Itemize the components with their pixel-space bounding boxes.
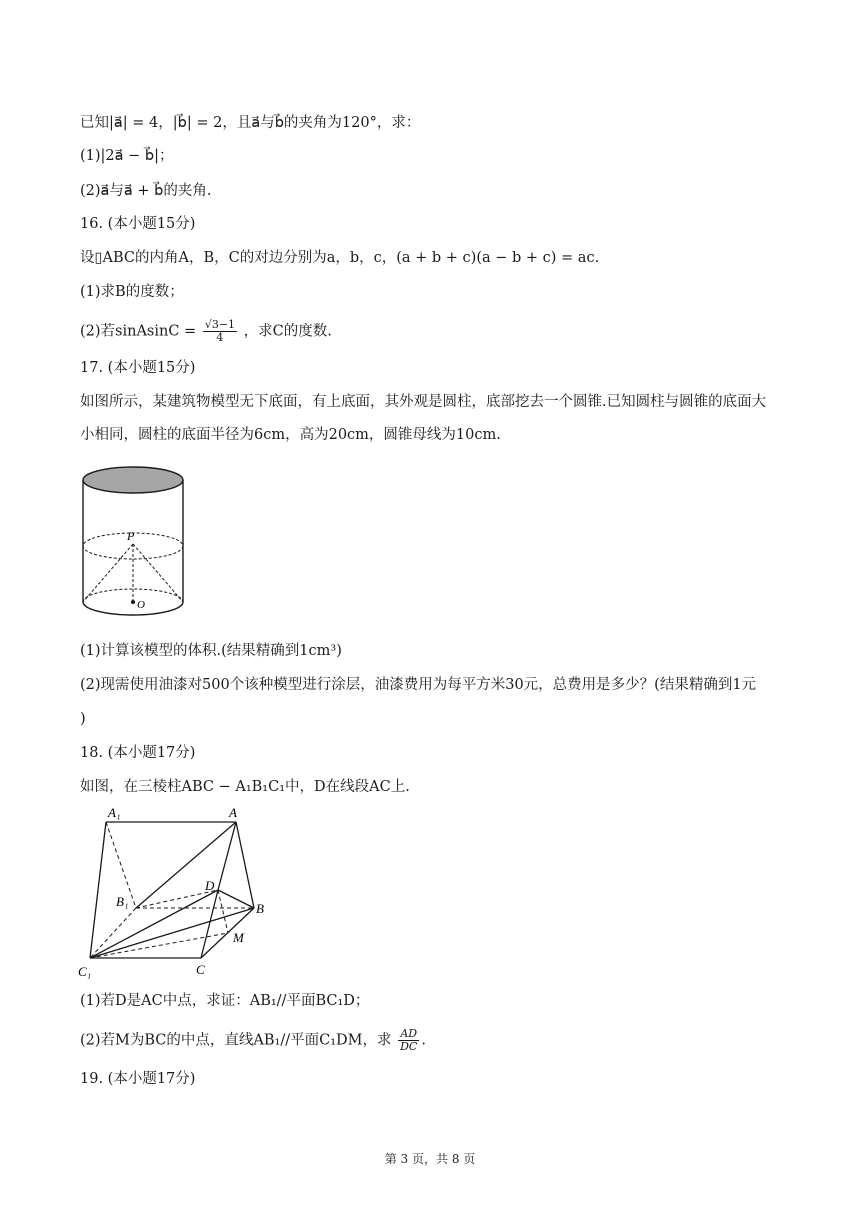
q16-part2-suffix: ，求C的度数. [243, 323, 332, 340]
q18-part2-prefix: (2)若M为BC的中点，直线AB₁//平面C₁DM，求 [80, 1032, 392, 1049]
label-p: P [127, 529, 135, 543]
q16-fraction [203, 319, 237, 344]
label-o: O [137, 599, 145, 611]
label-d: D [205, 878, 215, 893]
q17-part2-line2: ) [80, 711, 86, 727]
label-a: A [229, 805, 237, 820]
q17-part1: (1)计算该模型的体积.(结果精确到1cm³) [80, 643, 342, 659]
q18-part2 [80, 1028, 780, 1053]
q18-fraction-numerator: AD [398, 1028, 419, 1041]
q19-header: 19. (本小题17分) [80, 1071, 196, 1087]
q18-part2-suffix: . [421, 1032, 426, 1049]
q17-header: 17. (本小题15分) [80, 360, 196, 376]
q15-part1: (1)|2a⃗ − b⃗|； [80, 148, 174, 164]
q18-intro: 如图，在三棱柱ABC − A₁B₁C₁中，D在线段AC上. [80, 779, 410, 795]
q16-fraction-numerator: √3−1 [204, 318, 236, 331]
label-a1: A₁ [108, 805, 121, 820]
q16-fraction-denominator: 4 [216, 331, 224, 344]
q18-fraction [398, 1028, 419, 1053]
label-b1: B₁ [116, 894, 129, 909]
q18-header: 18. (本小题17分) [80, 745, 196, 761]
label-m: M [233, 930, 244, 945]
q16-part1: (1)求B的度数； [80, 284, 184, 300]
q17-intro: 如图所示，某建筑物模型无下底面，有上底面，其外观是圆柱，底部挖去一个圆锥.已知圆柱与圆锥的底面大小相同，圆柱的底面半径为6cm，高为20cm，圆锥母线为10cm. [80, 394, 767, 443]
q18-part1: (1)若D是AC中点，求证：AB₁//平面BC₁D； [80, 993, 370, 1009]
q16-part2-prefix: (2)若sinAsinC = [80, 323, 197, 340]
q16-intro: 设▯ABC的内角A，B，C的对边分别为a，b，c，(a + b + c)(a − b + c) = ac. [80, 250, 600, 266]
q15-intro: 已知|a⃗| = 4，|b⃗| = 2，且a⃗与b⃗的夹角为120°，求： [80, 115, 421, 131]
q16-part2 [80, 319, 780, 344]
q18-fraction-denominator: DC [400, 1040, 418, 1053]
q16-header: 16. (本小题15分) [80, 216, 196, 232]
q15-part2: (2)a⃗与a⃗ + b⃗的夹角. [80, 183, 212, 199]
page-footer: 第 3 页，共 8 页 [384, 1152, 476, 1166]
label-c: C [196, 962, 205, 977]
label-b: B [256, 901, 264, 916]
label-c1: C₁ [78, 964, 92, 979]
cylinder-cone-figure [76, 462, 188, 622]
triangular-prism-figure [76, 802, 276, 980]
q17-part2-line1: (2)现需使用油漆对500个该种模型进行涂层，油漆费用为每平方米30元，总费用是多少？(结果精确到1元 [80, 677, 757, 693]
